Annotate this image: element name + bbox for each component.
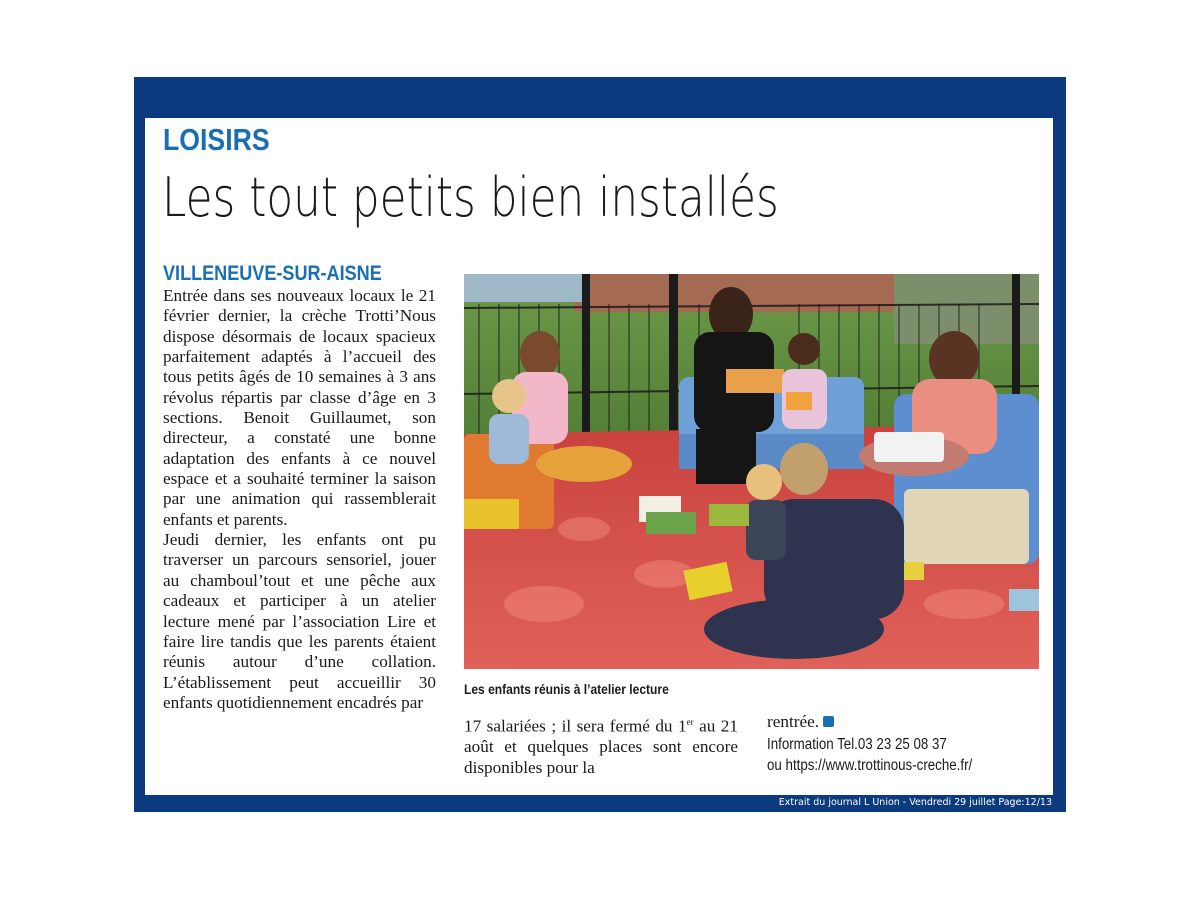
- end-of-article-icon: [823, 716, 834, 727]
- ordinal-superscript: er: [686, 717, 694, 727]
- article-paragraph: Entrée dans ses nouveaux locaux le 21 février dernier, la crèche Trotti’Nous dispose désormais de locaux spacieux parfaitement adaptés à l’accueil des tous petits âgés de 10 semaines à 3 ans révolus répartis par classe d’âge en 3 sections. Benoit Guillaumet, son directeur, a constaté une bonne adaptation des enfants à ce nouvel espace et a souhaité terminer la saison par une animation qui rassemblerait enfants et parents.: [163, 286, 436, 529]
- contact-info: [767, 735, 972, 776]
- article-column-2: [464, 712, 738, 778]
- contact-phone: Information Tel.03 23 25 08 37: [767, 736, 947, 753]
- photo-illustration: [464, 274, 1039, 669]
- article-photo: [464, 274, 1039, 669]
- photo-caption: Les enfants réunis à l’atelier lecture: [464, 681, 669, 697]
- dateline-city: VILLENEUVE-SUR-AISNE: [163, 262, 382, 285]
- article-paragraph: Jeudi dernier, les enfants ont pu traverser un parcours sensoriel, jouer au chamboul’tout et une pêche aux cadeaux et participer à un atelier lecture mené par l’association Lire et faire lire tandis que les parents étaient réunis autour d’une collation. L’établissement peut accueillir 30 enfants quotidiennement encadrés par: [163, 530, 436, 712]
- column-2-text-end: au 21 août et quelques places sont encore disponibles pour la: [464, 716, 738, 777]
- column-2-text-start: 17 salariées ; il sera fermé du 1: [464, 716, 687, 736]
- article-column-1: [163, 286, 436, 713]
- article-end-text: rentrée.: [767, 712, 819, 731]
- article-column-3: [767, 712, 834, 733]
- section-rubric: LOISIRS: [163, 122, 270, 157]
- source-footer: Extrait du journal L Union - Vendredi 29 juillet Page:12/13: [778, 797, 1052, 808]
- contact-website[interactable]: ou https://www.trottinous-creche.fr/: [767, 756, 973, 774]
- article-headline: Les tout petits bien installés: [162, 166, 779, 229]
